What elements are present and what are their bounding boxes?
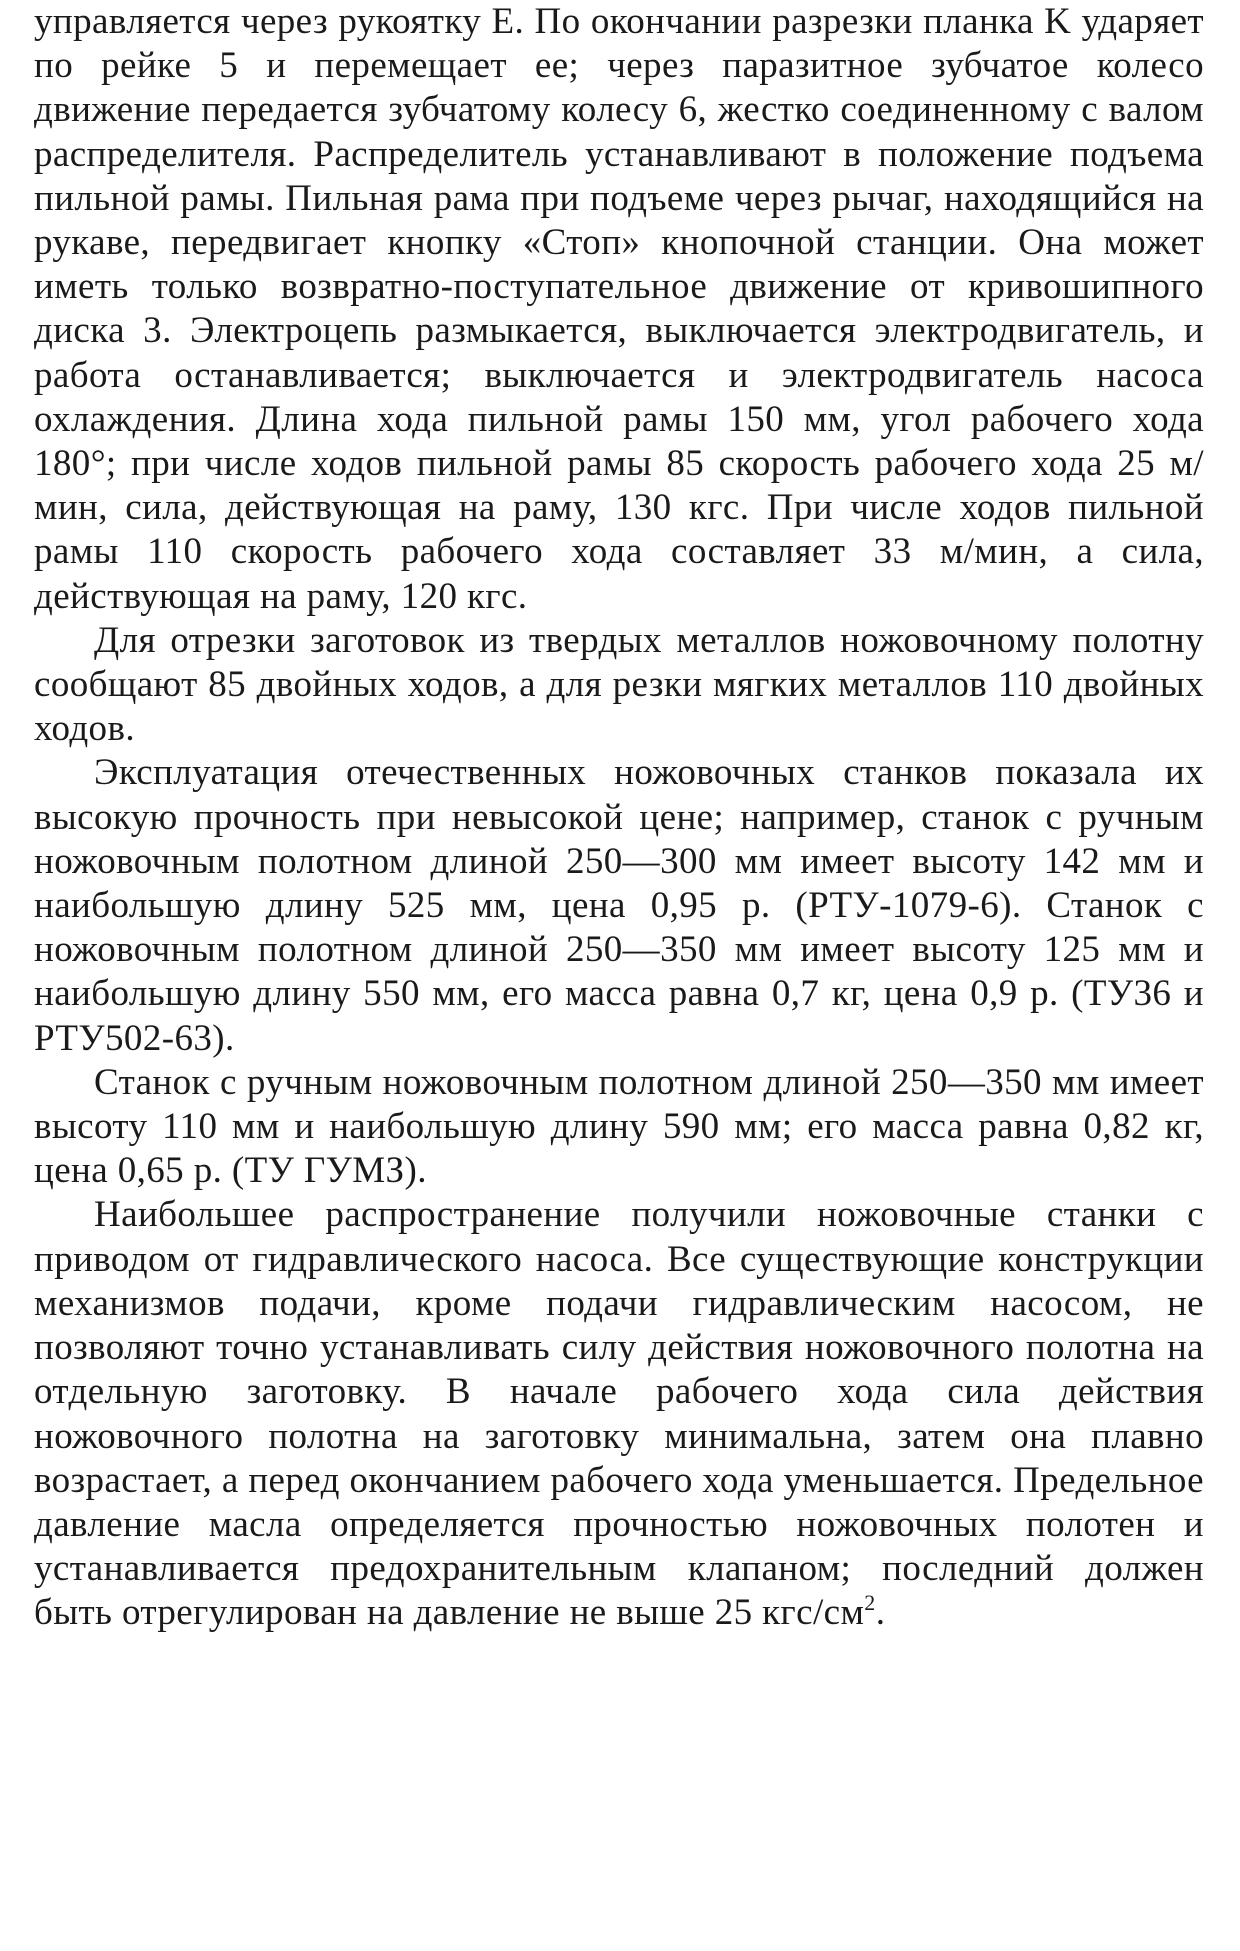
- paragraph-4: Станок с ручным ножовочным полотном длиной 250—350 мм имеет высоту 110 мм и наибольшую длину 590 мм; его масса равна 0,82 кг, цена 0,65 р. (ТУ ГУМЗ).: [34, 1061, 1204, 1192]
- paragraph-2: Для отрезки заготовок из твердых металлов ножовочному полотну сообщают 85 двойных ходов, а для резки мягких металлов 110 двойных ходов.: [34, 619, 1204, 750]
- superscript-exponent: 2: [864, 1590, 876, 1616]
- paragraph-3: Эксплуатация отечественных ножовочных станков показала их высокую прочность при невысокой цене; например, станок с ручным ножовочным полотном длиной 250—300 мм имеет высоту 142 мм и наибольшую длину 525 мм, цена 0,95 р. (РТУ-1079-6). Станок с ножовочным полотном длиной 250—350 мм имеет высоту 125 мм и наибольшую длину 550 мм, его масса равна 0,7 кг, цена 0,9 р. (ТУ36 и РТУ502-63).: [34, 752, 1204, 1059]
- paragraph-1: управляется через рукоятку E. По окончании разрезки планка K ударяет по рейке 5 и перемещает ее; через паразитное зубчатое колесо движение передается зубчатому колесу 6, жестко соединенному с валом распределителя. Распределитель устанавливают в положение подъема пильной рамы. Пильная рама при подъеме через рычаг, находящийся на рукаве, передвигает кнопку «Стоп» кнопочной станции. Она может иметь только возвратно-поступательное движение от кривошипного диска 3. Электроцепь размыкается, выключается электродвигатель, и работа останавливается; выключается и электродвигатель насоса охлаждения. Длина хода пильной рамы 150 мм, угол рабочего хода 180°; при числе ходов пильной рамы 85 скорость рабочего хода 25 м/мин, сила, действующая на раму, 130 кгс. При числе ходов пильной рамы 110 скорость рабочего хода составляет 33 м/мин, а сила, действующая на раму, 120 кгс.: [34, 1, 1204, 617]
- paragraph-5-text: Наибольшее распространение получили ножовочные станки с приводом от гидравлического насоса. Все существующие конструкции механизмов подачи, кроме подачи гидравлическим насосом, не позволяют точно устанавливать силу действия ножовочного полотна на отдельную заготовку. В начале рабочего хода сила действия ножовочного полотна на заготовку минимальна, затем она плавно возрастает, а перед окончанием рабочего хода уменьшается. Предельное давление масла определяется прочностью ножовочных полотен и устанавливается предохранительным клапаном; последний должен быть отрегулирован на давление не выше 25 кгс/см: [34, 1194, 1204, 1634]
- paragraph-5: [34, 1193, 1204, 1635]
- document-page: [34, 0, 1204, 1951]
- paragraph-5-tail: .: [875, 1592, 886, 1634]
